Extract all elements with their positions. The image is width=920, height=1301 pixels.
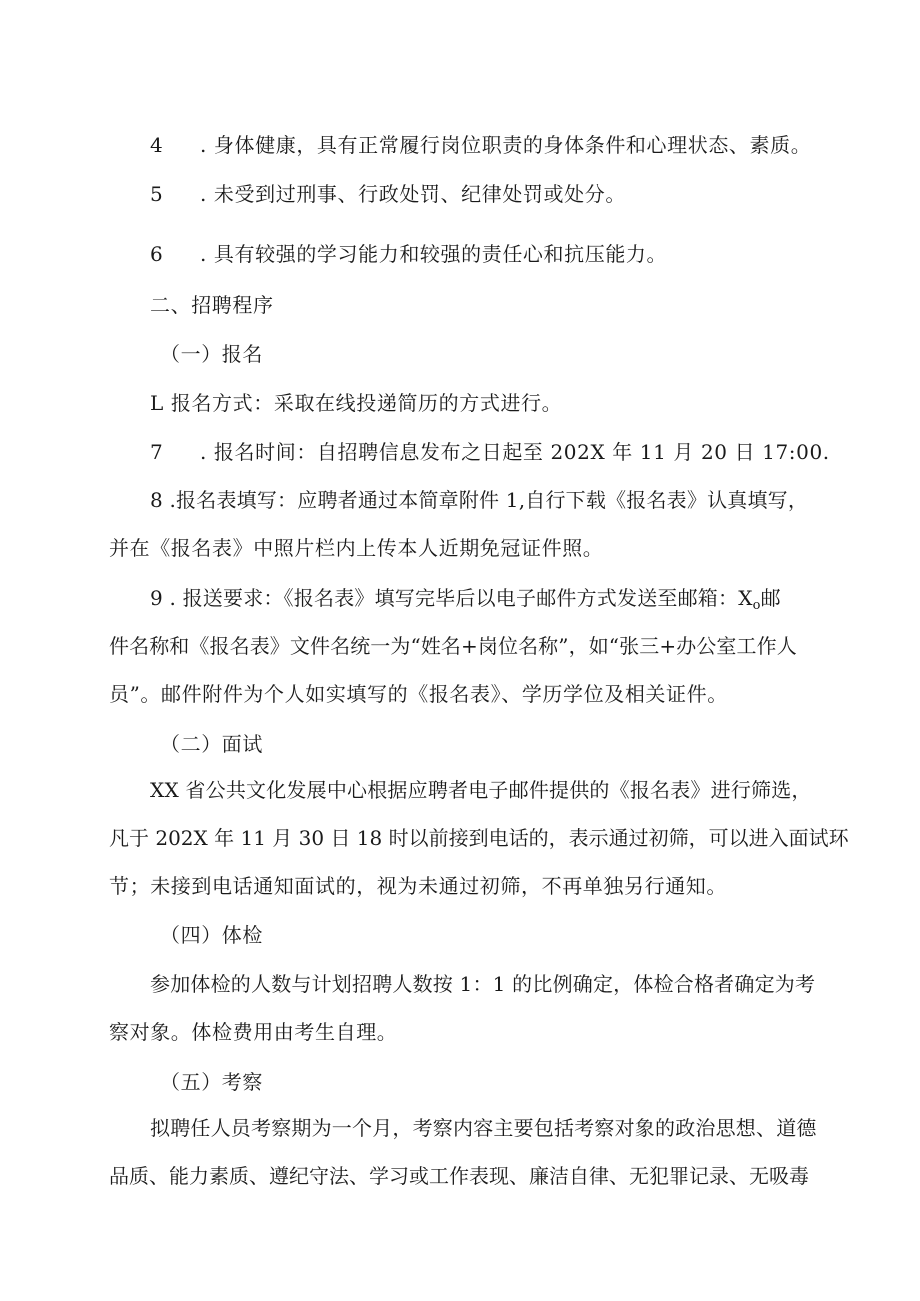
item-9-line-1-end: 邮	[760, 586, 781, 610]
item-6-number: 6	[150, 242, 163, 266]
item-4-text: . 身体健康，具有正常履行岗位职责的身体条件和心理状态、素质。	[200, 133, 812, 157]
physical-exam-line-1: 参加体检的人数与计划招聘人数按 1：1 的比例确定，体检合格者确定为考	[150, 972, 816, 996]
subsection-heading-registration: （一）报名	[160, 342, 263, 366]
paragraph-registration-method: L 报名方式：采取在线投递简历的方式进行。	[150, 391, 563, 415]
interview-line-1: XX 省公共文化发展中心根据应聘者电子邮件提供的《报名表》进行筛选，	[150, 778, 812, 802]
item-9-line-1	[150, 584, 781, 620]
item-9-line-1-text: 9 . 报送要求：《报名表》填写完毕后以电子邮件方式发送至邮箱：X	[150, 586, 753, 610]
subsection-heading-physical-exam: （四）体检	[160, 923, 263, 947]
interview-line-3: 节；未接到电话通知面试的，视为未通过初筛，不再单独另行通知。	[109, 874, 727, 898]
item-8-line-2: 并在《报名表》中照片栏内上传本人近期免冠证件照。	[109, 536, 604, 560]
item-4-number: 4	[150, 133, 163, 157]
item-5-number: 5	[150, 182, 163, 206]
subsection-heading-inspection: （五）考察	[160, 1070, 263, 1094]
section-heading: 二、招聘程序	[150, 293, 274, 317]
inspection-line-1: 拟聘任人员考察期为一个月，考察内容主要包括考察对象的政治思想、道德	[150, 1116, 817, 1140]
item-9-line-3: 员”。邮件附件为个人如实填写的《报名表》、学历学位及相关证件。	[109, 682, 728, 706]
item-7-text: . 报名时间：自招聘信息发布之日起至 202X 年 11 月 20 日 17:00.	[200, 440, 830, 464]
interview-line-2: 凡于 202X 年 11 月 30 日 18 时以前接到电话的，表示通过初筛，可以进入面试环	[109, 826, 849, 850]
item-9-subscript: o	[752, 598, 761, 613]
physical-exam-line-2: 察对象。体检费用由考生自理。	[109, 1020, 398, 1044]
item-6-text: . 具有较强的学习能力和较强的责任心和抗压能力。	[200, 242, 668, 266]
item-8-line-1: 8 .报名表填写：应聘者通过本简章附件 1,自行下载《报名表》认真填写，	[150, 488, 809, 512]
item-5-text: . 未受到过刑事、行政处罚、纪律处罚或处分。	[200, 182, 626, 206]
item-9-line-2: 件名称和《报名表》文件名统一为“姓名+岗位名称”，如“张三+办公室工作人	[109, 634, 797, 658]
inspection-line-2: 品质、能力素质、遵纪守法、学习或工作表现、廉洁自律、无犯罪记录、无吸毒	[109, 1164, 809, 1188]
subsection-heading-interview: （二）面试	[160, 732, 263, 756]
item-7-number: 7	[150, 440, 163, 464]
